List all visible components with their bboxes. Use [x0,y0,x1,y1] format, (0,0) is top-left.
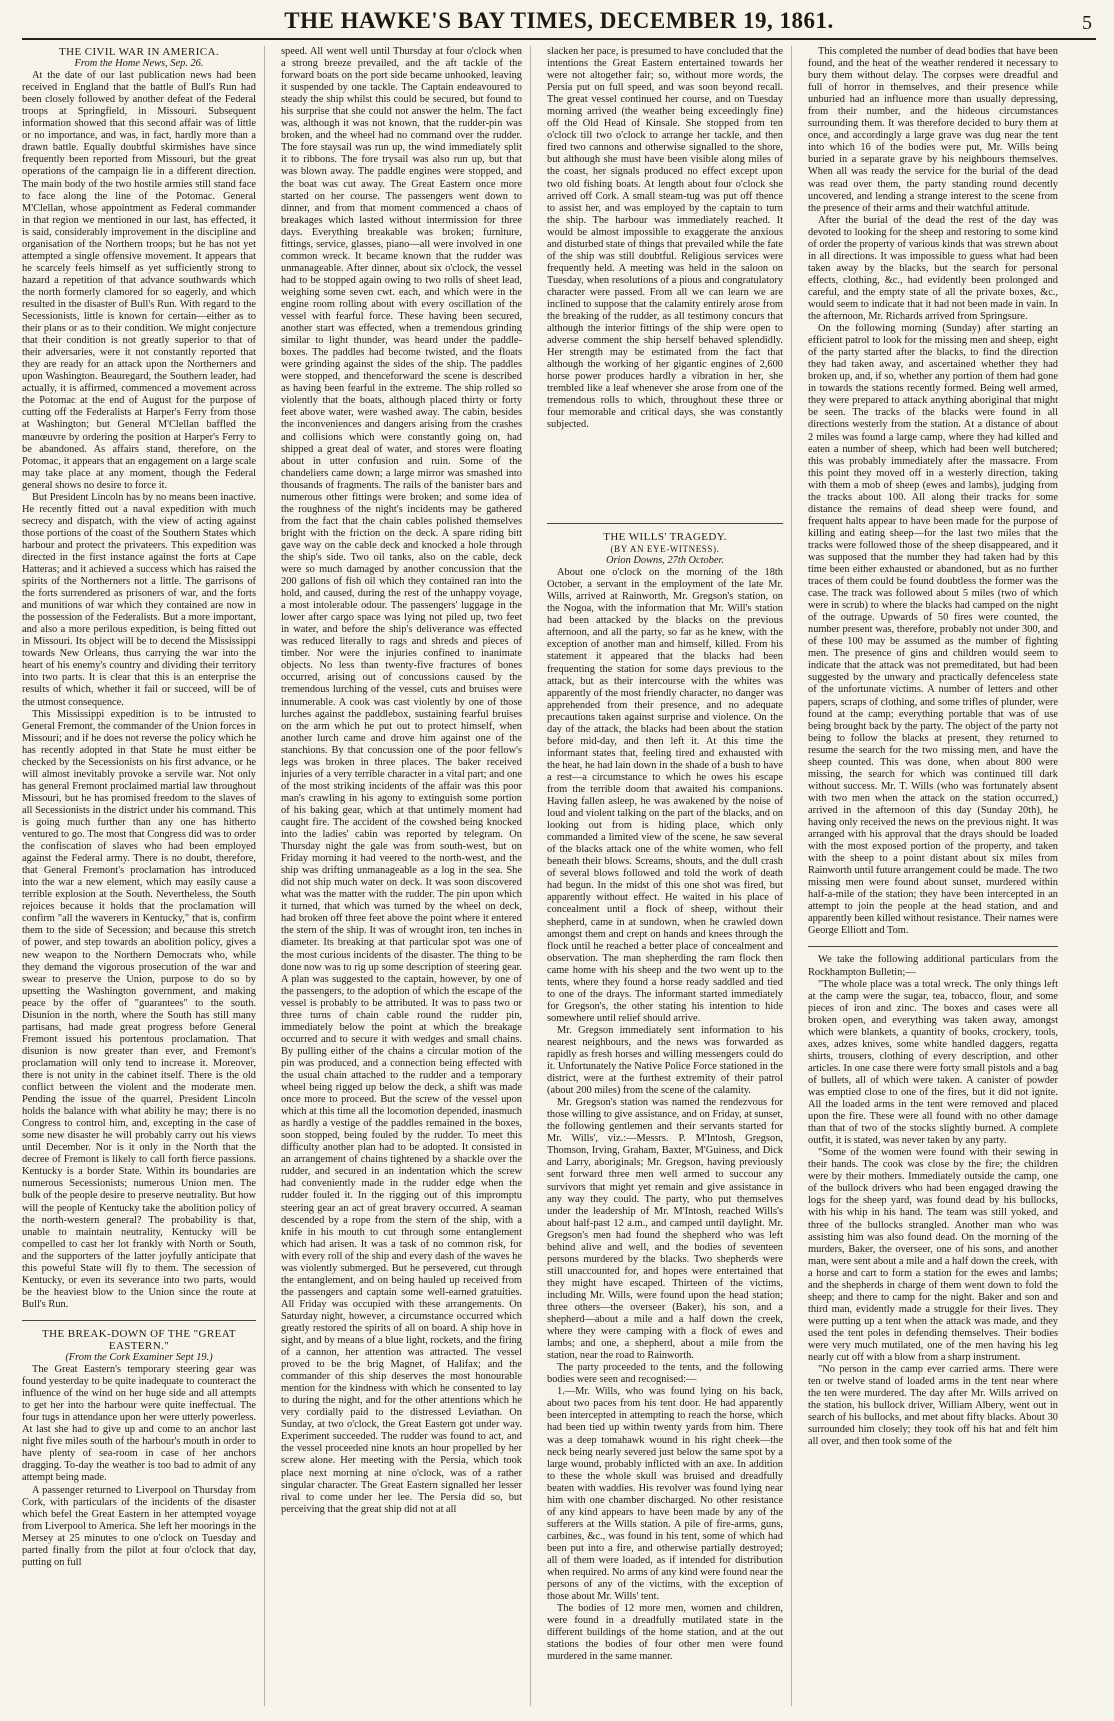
great-eastern-continued-2: slacken her pace, is presumed to have concluded that the intentions the Great Eastern entertained towards her were not altogether fair; so, without more words, the Persia put on full speed, and was soon beyond recall. The great vessel continued her course, and on Tuesday morning arrived (the weather being exceedingly fine) off the Old Head of Kinsale. She stopped from ten o'clock till two o'clock to arrange her tackle, and then fired two cannons and otherwise signalled to the shore, but although she must have been visible along miles of the coast, her signals produced no effect except upon two old fishing boats. At length about four o'clock she arrived off Cork. A small steam-tug was put off thence to assist her, and was employed by the captain to turn the ship. The harbour was immediately reached. It would be almost impossible to exaggerate the anxious and disturbed state of things that prevailed while the fate of the ship was still doubtful. Religious services were frequently held. A meeting was held in the saloon on Tuesday, when resolutions of a pious and congratulatory character were passed. From all we can learn we are inclined to suppose that the calamity entirely arose from the breaking of the rudder, as all testimony concurs that although the interior fittings of the ship were open to adverse comment the ship herself behaved splendidly. Her strength may be estimated from the fact that although the working of her gigantic engines of 2,600 horse power produces hardly a vibration in her, she trembled like a leaf whenever she arose from one of the tremendous rolls to which, throughout these three or four memorable and critical days, she was constantly subjected. [547,46,783,431]
wills-paragraph: Mr. Gregson's station was named the rendezvous for those willing to give assistance, and on Friday, at sunset, the following gentlemen and their servants started for Mr. Wills', viz.:—Messrs. P. M'Intosh, Gregson, Thomson, Irving, Graham, Baxter, M'Guiness, and Dick and Larry, aboriginals; Mr. Gregson, having previously sent forward three men well armed to succour any survivors that might yet remain and give assistance in any way they could. The party, who put themselves under the leadership of Mr. M'Intosh, reached Wills's about half-past 12 a.m., and camped until daylight. Mr. Gregson's men had found the shepherd who was left behind alive and well, and the bodies of seventeen persons murdered by the blacks. Two shepherds were still unaccounted for, and hopes were entertained that they might have escaped. Thirteen of the victims, including Mr. Wills, were found upon the head station; three others—the overseer (Baker), his son, and a shepherd—about a mile and a half down the creek, where they were camping with a flock of ewes and lambs; and one, a shepherd, about a mile from the station, near the road to Rainworth. [547,1097,783,1362]
masthead [22,8,1096,40]
civil-war-headline: THE CIVIL WAR IN AMERICA. [58,46,220,58]
civil-war-paragraph: At the date of our last publication news had been received in England that the battle of Bull's Run had been closely followed by another defeat of the Federal troops at Springfield, in Missouri. Subsequent information showed that this second affair was of little or no importance, and was, in fact, hardly more than a drawn battle. Equally doubtful skirmishes have since frequently been reported from Missouri, but the great operations of the campaign lie in a different direction. The main body of the two hostile armies still stand face to face along the line of the Potomac. General M'Clellan, whose appointment as Federal commander in that region we mentioned in our last, has effected, it is said, considerably improvement in the discipline and organisation of the Northern troops; but he has not yet attempted a single offensive movement. It appears that he scarcely feels himself as yet sufficiently strong to hazard a repetition of that advance southwards which the north formerly clamored for so eagerly, and which resulted in the disaster of Bull's Run. With regard to the Secessionists, little is known for certain—either as to their plans or as to their condition. We might conjecture that their condition is not greatly superior to that of their adversaries, were it not constantly reported that they are ready for an attack upon the Northerners and upon Washington. Beauregard, the Southern leader, had actually, it is affirmed, commenced a movement across the Potomac at the end of August for the purpose of cutting off the Federalists at Harper's Ferry from those at Washington; but General M'Clellan baffled the manœuvre by ordering the position at Harper's Ferry to be abandoned. As affairs stand, therefore, on the Potomac, it appears that an engagement on a large scale may take place at any moment, though the Federal general shows no desire to force it. [22,70,256,491]
wills-tragedy-dateline: Orion Downs, 27th October. [605,555,725,567]
wills-paragraph: This completed the number of dead bodies that have been found, and the heat of the weather rendered it necessary to bury them without delay. The corpses were dreadful and full of horror in themselves, and their presence while unburied had an influence more than usually depressing, from their number, and the hideous circumstances surrounding them. It was therefore decided to bury them at once, and accordingly a large grave was dug near the tent into which 16 of the bodies were put, Mr. Wills being buried in a separate grave by his neighbours themselves. When all was ready the service for the burial of the dead was read over them, the party standing round decently uncovered, and lending a strange interest to the scene from the presence of their arms and their watchful attitude. [808,46,1058,214]
civil-war-paragraph: But President Lincoln has by no means been inactive. He recently fitted out a naval expedition with much secrecy and dispatch, with the view of acting against those portions of the coast of the Southern States which harbour and protect the privateers. This expedition was directed in the first instance against the forts at Cape Hatteras; and it achieved a success which has raised the spirits of the Northerners not a little. The garrisons of the forts surrendered as prisoners of war, and the forts and munitions of war which they contained are now in the possession of the Federalists. But a more important, and also a more perilous expedition, is being fitted out in Missouri. Its object will be to decend the Mississippi towards New Orleans, thus carrying the war into the heart of his enemy's country and dividing their territory into two parts. It is clear that this is an enterprise the results of which, whether it fail or succeed, will be of the utmost consequence. [22,491,256,708]
column-1 [22,46,265,1706]
wills-paragraph: About one o'clock on the morning of the 18th October, a servant in the employment of the late Mr. Wills, arrived at Rainworth, Mr. Gregson's station, on the Nogoa, with the information that Mr. Will's station had been attacked by the blacks on the previous afternoon, and all the party, so far as he knew, with the exception of another man and himself, killed. From his statement it appeared that the blacks had been frequenting the station for some days previous to the attack, but as their intercourse with the whites was apparently of the most friendly character, no danger was apprehended from their presence, and no adequate precautions taken against surprise and violence. On the day of the attack, the blacks had been about the station before mid-day, and then left it. At this time the informant states that, feeling tired and exhausted with the heat, he had lain down in the shade of a bush to have a rest—a circumstance to which he owes his escape from the terrible doom that awaited his companions. Having fallen asleep, he was awakened by the noise of loud and violent talking on the part of the blacks, and on looking out from is hiding place, which only commanded a limited view of the scene, he saw several of the blacks attack one of the white women, who fell beneath their blows. Screams, shouts, and the dull crash of several blows followed and told the work of death had begun. In the midst of this one shot was fired, but apparently without effect. He waited in his place of concealment until a flock of sheep, without their shepherd, came in at sundown, when he crawled down amongst them and crept on hands and knees through the flock until he reached a better place of concealment and observation. The man shepherding the ram flock then came home with his sheep and the two went up to the tents, where they found a horse ready saddled and tied to one of the drays. The informant started immediately for Gregson's, the other stating his intention to hide somewhere until relief should arrive. [547,567,783,1024]
great-eastern-continued: speed. All went well until Thursday at four o'clock when a strong breeze prevailed, and the aft tackle of the forward boats on the port side became unhooked, leaving it suspended by one tackle. The Captain endeavoured to steady the ship whilst this could be secured, but found to his surprise that she could not answer the helm. The fact was, although it was not known, that the rudder-pin was broken, and the wheel had no command over the rudder. The fore staysail was run up, the wind immediately split it to ribbons. The fore trysail was also run up, but that was blown away. The paddle engines were stopped, and the boat was cut away. The Great Eastern once more started on her course. The passengers went down to dinner, and from that moment commenced a chaos of breakages which lasted without intermission for three days. Everything breakable was broken; furniture, fittings, service, glasses, piano—all were involved in one common wreck. It became known that the rudder was unmanageable. After dinner, about six o'clock, the vessel had to be stopped again owing to two rolls of sheet lead, weighing some seven cwt. each, and which were in the engine room rolling about with every oscillation of the vessel with fearful force. These having been secured, another start was effected, when a tremendous grinding similar to light thunder, was heard under the paddle-boxes. The paddles had become twisted, and the floats were grinding against the sides of the ship. The paddles were stopped, and thenceforward the scene is described as having been fearful in the extreme. The ship rolled so violently that the boats, although placed thirty or forty feet above water, were washed away. The cabin, besides the inconveniences and dangers arising from the crashes and collisions which were constantly going on, had shipped a great deal of water, and stores were floating about in utter confusion and ruin. Some of the chandeliers came down; a large mirror was smashed into thousands of fragments. The rails of the banister bars and numerous other fittings were broken; and some idea of the roughness of the night's incidents may be gathered from the fact that the chain cables polished themselves bright with the friction on the deck. A spare riding bitt gave way on the cable deck and knocked a hole through the ship's side. Two oil tanks, also on the cable, deck were so much damaged by another concussion that the 200 gallons of fish oil which they contained ran into the hold, and caused, during the rest of the unhappy voyage, a most intolerable odour. The passengers' luggage in the lower after cargo space was lying not piled up, two feet in water, and before the ship's deliverance was effected was reduced literally to rags and shreds and pieces of timber. Nor were the injuries confined to inanimate objects. No less than twenty-five fractures of bones occurred, arising out of concussions caused by the tremendous lurching of the vessel, cuts and bruises were innumerable. A cook was cast violently by one of those lurches against the paddlebox, sustaining fearful bruises on the arm which he put out to protect himself, when another lurch came and drove him against one of the stanchions. By that concussion one of the poor fellow's legs was broken in three places. The baker received injuries of a very terrible character in a vital part; and one of the most striking incidents of the affair was this poor man's crawling in his agony to extinguish some portion of his baking gear, which at that untimely moment had caught fire. The accident of the cowshed being knocked into the ladies' cabin was reported by telegram. On Thursday night the gale was from south-west, but on Friday morning it had veered to the north-west, and the ship was drifting unmanageable as a log in the sea. She did not ship much water on deck. It was soon discovered what was the matter with the rudder. The pin upon which it turned, that which was turned by the wheel on deck, had broken off three feet above the point where it entered the stern of the ship. It was of wrought iron, ten inches in diameter. Its breaking at that particular spot was one of the most curious incidents of the disaster. The thing to be done now was to rig up some description of steering gear. A plan was suggested to the captain, however, by one of the passengers, to the adoption of which the escape of the vessel is probably to be attributed. It was to pass two or three turns of chain cable round the rudder pin, immediately below the point at which the breakage occurred and to secure it with wedges and small chains. By pulling either of the chains a circular motion of the pin was produced, and a connection being effected with the usual chain attached to the rudder and a temporary wheel being rigged up below the deck, a shift was made once more to proceed. But the screw of the vessel upon which at this time all the locomotion depended, inasmuch as hardly a vestige of the paddles remained in the boxes, soon stopped, being fouled by the rudder. To meet this difficulty another plan had to be adopted. It consisted in an arrangement of chains tightened by a shackle over the rudder, and secured in an indentation which the screw had conveniently made in the rudder edge when the rudder fouled it. In the rigging out of this impromptu steering gear an act of great bravery occurred. A seaman descended by a rope from the stern of the ship, with a knife in his mouth to cut through some entanglement which had arisen. It was a task of no common risk, for with every roll of the ship and every dash of the waves he was violently submerged. But he persevered, cut through the entanglement, and on being hauled up received from the passengers and captain some well-earned gratuities. All Friday was occupied with these arrangements. On Saturday night, however, a circumstance occurred which greatly restored the spirits of all on board. A ship hove in sight, and by means of a blue light, rockets, and the firing of a cannon, her attention was attracted. The vessel proved to be the brig Magnet, of Halifax; and the commander of this ship deserves the most honourable mention for the kindness with which he consented to lay to during the night, and for the other attentions which he very cordially paid to the distressed Leviathan. On Sunday, at two o'clock, the Great Eastern got under way. Experiment succeeded. The rudder was found to act, and the vessel proceeded nine knots an hour propelled by her screw alone. Her meeting with the Persia, which took place next morning at nine o'clock, was of a rather singular character. The Great Eastern signalled her lesser rival to come under her lee. The Persia did so, but perceiving that the great ship did not at all [281,46,522,1515]
column-2 [281,46,531,1706]
great-eastern-source: (From the Cork Examiner Sept 19.) [65,1352,213,1364]
article-divider [808,946,1058,947]
wills-tragedy-byline: (BY AN EYE-WITNESS). [610,544,720,555]
rockhampton-intro: We take the following additional particulars from the Rockhampton Bulletin;— [808,954,1058,978]
article-divider [547,523,783,524]
article-divider [22,1320,256,1321]
column-3 [547,46,792,1706]
wills-paragraph: 1.—Mr. Wills, who was found lying on his back, about two paces from his tent door. He had apparently been intercepted in attempting to reach the horse, which had been tied up within twenty yards from him. There was a deep tomahawk wound in his right cheek—the neck being nearly severed just below the same spot by a large wound, probably inflicted with an axe. In addition to these the whole skull was bruised and dreadfully beaten with waddies. His revolver was found lying near him with one chamber discharged. No other resistance of any kind appears to have been made by any of the sufferers at the Wills station. A pile of fire-arms, guns, carbines, &c., was found in his tent, some of which had been put into a fire, and otherwise partially destroyed; all of them were loaded, as if intended for distribution when required. No arms of any kind were found near the persons of any of the victims, with the exception of those about Mr. Wills' tent. [547,1386,783,1603]
great-eastern-paragraph: A passenger returned to Liverpool on Thursday from Cork, with particulars of the incidents of the disaster which befel the Great Eastern in her attempted voyage from Liverpool to America. She left her moorings in the Mersey at 25 minutes to one o'clock on Tuesday and parted finally from the pilot at four o'clock that day, putting on full [22,1484,256,1568]
wills-tragedy-headline: THE WILLS' TRAGEDY. [603,531,727,543]
wills-paragraph: The party proceeded to the tents, and the following bodies were seen and recognised:— [547,1362,783,1386]
rockhampton-paragraph: "The whole place was a total wreck. The only things left at the camp were the sugar, tea, tobacco, flour, and some pieces of iron and zinc. The boxes and cases were all broken open, and everything was taken away, amongst which were blankets, a quantity of books, crockery, tools, axes, adzes knives, some white handled daggers, regatta shirts, trousers, clothing of every description, and other articles. In one case there were forty small pistols and a bag of bullets, all of which were taken. A canister of powder was emptied close to one of the fires, but it did not ignite. All the loaded arms in the tent were removed and placed upon the fire. These were all found with no other damage than that of two of the stocks slightly burned. A complete outfit, it is stated, was never taken by any party. [808,978,1058,1147]
rockhampton-paragraph: "No person in the camp ever carried arms. There were ten or twelve stand of loaded arms in the tent near where the ten were murdered. The day after Mr. Wills arrived on the station, his bullock driver, William Albery, went out in search of his bullocks, and met about fifty blacks. About 30 surrounded him closely; they took off his hat and felt him all over, and then took some of the [808,1364,1058,1448]
wills-paragraph: After the burial of the dead the rest of the day was devoted to looking for the sheep and restoring to some kind of order the property of various kinds that was strewn about in all directions. It was impossible to guess what had been taken away by the blacks, but the search for personal effects, clothing, &c., had evidently been prolonged and careful, and the empty state of all the private boxes, &c., would seem to indicate that it had not been made in vain. In the afternoon, Mr. Richards arrived from Springsure. [808,214,1058,323]
wills-paragraph: Mr. Gregson immediately sent information to his nearest neighbours, and the news was forwarded as rapidly as fresh horses and willing messengers could do it. Unfortunately the Native Police Force stationed in the district, were at the furthest extremity of their patrol (about 200 miles) from the scene of the calamity. [547,1024,783,1097]
page-number: 5 [1082,12,1092,34]
column-4 [808,46,1066,1706]
wills-paragraph: On the following morning (Sunday) after starting an efficient patrol to look for the missing men and sheep, eight of the party started after the blacks, to find the direction they had taken away, and ascertained whether they had broken up, and, if so, whether any portion of them had gone in towards the stations recently formed. Being well armed, they were prepared to attack anything aboriginal that might be seen. The tracks of the blacks were found in all directions westerly from the station. At a distance of about 2 miles was found a large camp, where they had killed and eaten a number of sheep, which had been well butchered; this was probably immediately after the massacre. From this point they moved off in a westerly direction, taking with them a mob of sheep (ewes and lambs), judging from the tracks about 100. All along their tracks for some distance the remains of dead sheep were found, and frequent halts appear to have been made for the purpose of killing and eating sheep—for the last two miles that the tracks were followed those of the sheep disappeared, and it was supposed that the number they had taken had by this time been either exhausted or abandoned, but as no further traces of them could be found doubtless the former was the case. The track was followed about 5 miles (two of which were in scrub) to where the blacks had camped on the night of the outrage. Upwards of 50 fires were counted, the number present was, therefore, probably not under 300, and of these 100 may be assumed as the number of fighting men. The presence of gins and children would seem to indicate that the attack was not premeditated, but had been suggested by the unwary and practically defenceless state of the unfortunate victims. A number of letters and other papers, scraps of clothing, and some trifles of plunder, were found at the camp; everything portable that was of use being brought back by the party. The object of the party not being to follow the blacks at present, they returned to resume the search for the two missing men, and have the sheep counted. This was done, when about 800 were missing, the search for which was continued till dark without success. Mr. T. Wills (who was fortunately absent with two men when the attack on the station occurred,) arrived in the afternoon of this day (Sunday 20th), he having only received the news on the previous night. It was arranged with his approval that the drays should be loaded with the most exposed portion of the property, and taken with the sheep to a point distant about six miles from Rainworth until future arrangement could be made. The two missing men were found about sunset, murdered within half-a-mile of the station; they have been intercepted in an attempt to join the people at the head station, and and apparently been killed without resistance. Their names were George Elliott and Tom. [808,323,1058,937]
great-eastern-headline: THE BREAK-DOWN OF THE "GREAT EASTERN." [42,1327,236,1352]
masthead-title: THE HAWKE'S BAY TIMES, DECEMBER 19, 1861. [284,8,834,33]
great-eastern-paragraph: The Great Eastern's temporary steering gear was found yesterday to be quite inadequate to counteract the influence of the wind on her huge side and all attempts to get her into the harbour were quite ineffectual. The four tugs in attendance upon her were utterly powerless. At last she had to give up and come to an anchor last night five miles south of the harbour's mouth in order to have plenty of sea-room in case of her anchors dragging. To-day the weather is too bad to admit of any attempt being made. [22,1364,256,1484]
civil-war-paragraph: This Mississippi expedition is to be intrusted to General Fremont, the commander of the Union forces in Missouri; and if he does not reverse the policy which he has recently adopted in that State he must either be checked by the Secessionists on his first advance, or he will almost inevitably provoke a servile war. Not only has general Fremont proclaimed martial law throughout Missouri, but he has promised freedom to the slaves of all Secessionists in the district under his command. This is going much further than any one has hitherto ventured to go. The most that Congress did was to order the confiscation of slaves who had been employed against the Federal army. There is no doubt, therefore, that General Fremont's proclamation has introduced into the war a new element, which may easily cause a terrible explosion at the South. Nevertheless, the South rejoices because it holds that the proclamation will confirm "all the waverers in Kentucky," that is, confirm them to the side of Secession; and because this stretch of power, and step towards an abolition policy, gives a new weapon to the Northern Democrats who, while they demand the vigorous prosecution of the war and swear to preserve the Union, purpose to do so by upsetting the Washington government, and making peace by the offer of "guarantees" to the south. Disunion in the north, where the South has still many partisans, had made great progress before General Fremont issued his portentous proclamation. That disunion is now greater than ever, and Fremont's proclamation will only tend to increase it. Moreover, there is not unity in the cabinet itself. There is the old conflict between the violent and the moderate men. Pending the issue of the quarrel, President Lincoln holds the balance with what ability he may; there is no Congress to control him, and, excepting in the case of some new disaster he will probably carry out his views until December. Nor is it only in the North that the decree of Fremont is likely to call forth fierce passions. Kentucky is a border State. Within its boundaries are numerous Secessionists; numerous Union men. The bulk of the people desire to preserve neutrality. But how will the people of Kentucky take the abolition policy of the north-western general? The probability is that, unable to maintain neutrality, Kentucky will be compelled to cast her lot frankly with North or South, and the supporters of the latter joyfully anticipate that this poweful State will fly to them. The secession of Kentucky, or even its severance into two parts, would be the heaviest blow to the Union since the route at Bull's Run. [22,708,257,1310]
civil-war-source: From the Home News, Sep. 26. [74,58,204,70]
rockhampton-paragraph: "Some of the women were found with their sewing in their hands. The cook was close by the fire; the children were by their mothers. Immediately outside the camp, one of the bullock drivers who had been engaged drawing the logs for the sheep yard, was found dead by his bullocks, with his whip in his hand. The team was still yoked, and three of the bullocks strangled. Another man who was assisting him was also found dead. On the morning of the murders, Baker, the overseer, one of his sons, and another man, were sent about a mile and a half down the creek, with a horse and cart to form a station for the ewes and lambs; and the shepherds in charge of them went down to fold the sheep; and there to camp for the night. Baker and son and third man, evidently made a struggle for their lives. They were putting up a tent when the attack was made, and they used the tent poles in defending themselves. Their bodies were very much mutilated, one of the men having his leg nearly cut off with a blow from a sharp instrument. [808,1147,1058,1364]
columns [22,46,1096,1706]
wills-paragraph: The bodies of 12 more men, women and children, were found in a dreadfully mutilated state in the different buildings of the home station, and at the out stations the bodies of four other men were found murdered in the same manner. [547,1603,783,1663]
